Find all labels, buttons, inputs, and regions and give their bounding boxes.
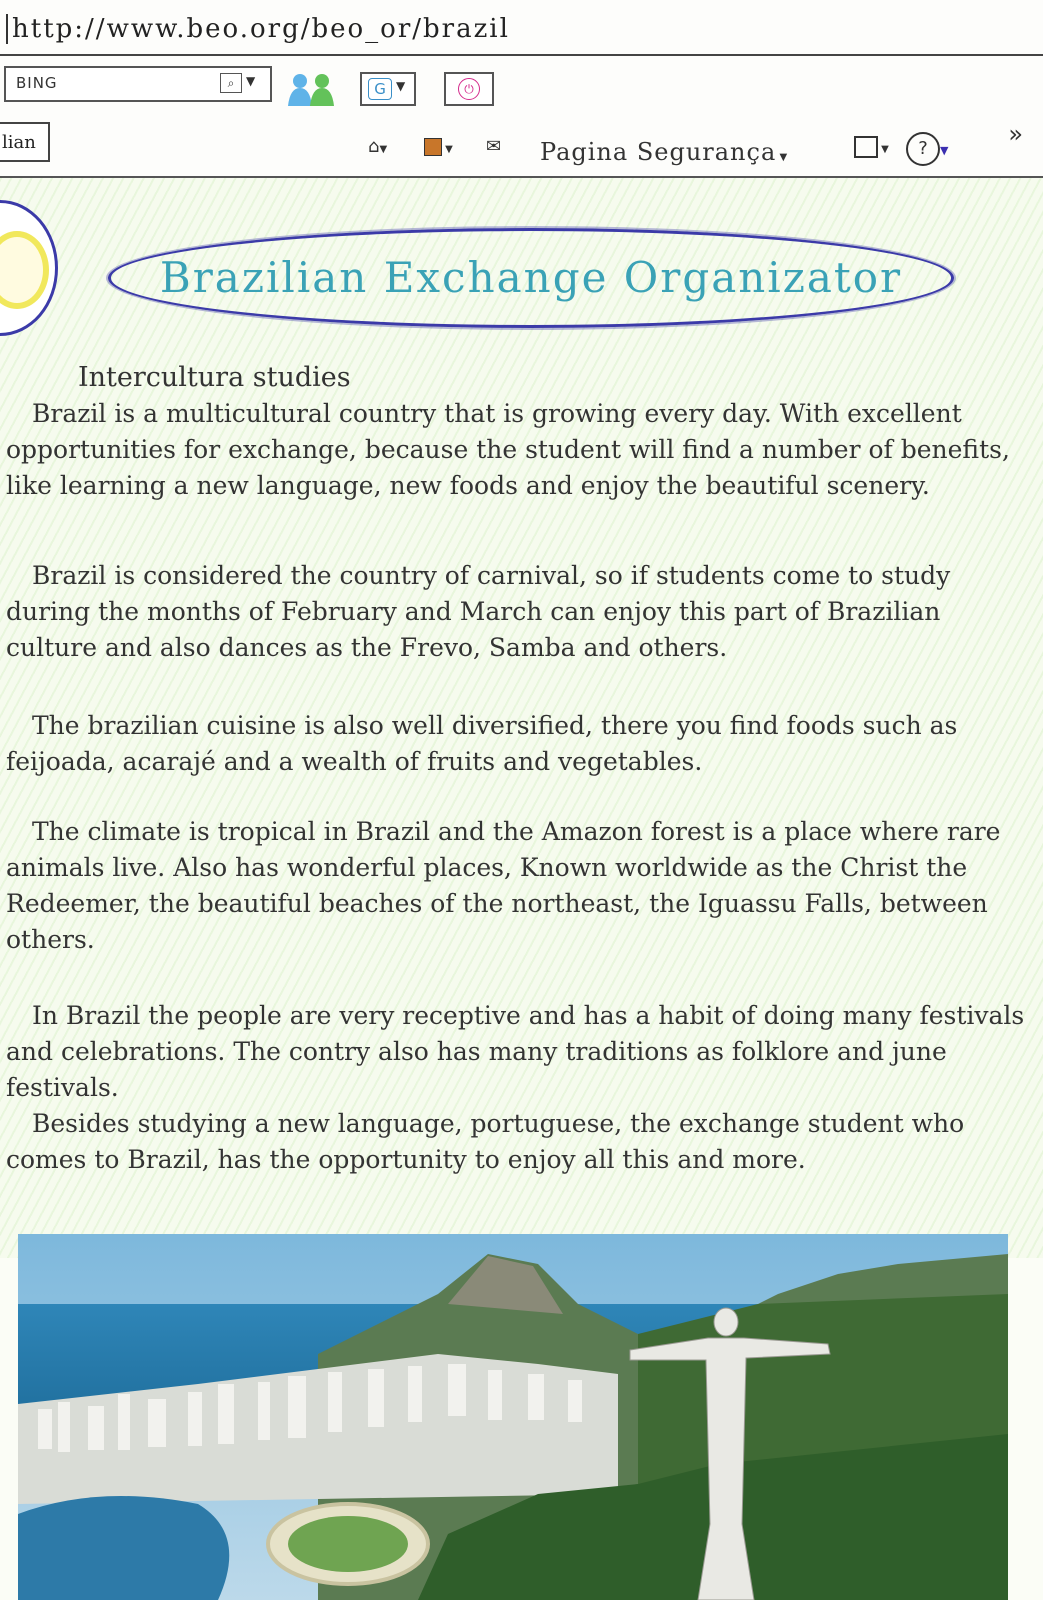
search-input[interactable] [4,66,272,102]
address-bar[interactable] [0,0,1043,56]
search-toolbar [0,56,1043,110]
browser-tab[interactable] [0,122,50,162]
paragraph-carnival: Brazil is considered the country of carnival, so if students come to study during the months of February and March can enjoy this part of Brazilian culture and also dances as the Frevo, Samba and others. [6,561,951,662]
addon-button[interactable] [444,72,494,106]
paragraph-climate: The climate is tropical in Brazil and the Amazon forest is a place where rare animals live. Also has wonderful places, Known worldwide as the Christ the Redeemer, the beautiful beaches of the northeast, the Iguassu Falls, between others. [6,817,1001,954]
paragraph-closing: Besides studying a new language, portuguese, the exchange student who comes to Brazil, has the opportunity to enjoy all this and more. [6,1109,965,1174]
tools-icon[interactable]: ▼ [854,136,889,158]
power-icon: ⏻ [458,78,480,100]
paragraph-people: In Brazil the people are very receptive and has a habit of doing many festivals and celebrations. The contry also has many traditions as folklore and june festivals. [6,1001,1025,1102]
page-content [0,178,1043,1258]
rss-icon[interactable]: ▼ [424,136,453,157]
help-icon: ? [906,132,940,166]
chevron-down-icon: ▼ [396,79,406,93]
paragraph-cuisine: The brazilian cuisine is also well diversified, there you find foods such as feijoada, acarajé and a wealth of fruits and vegetables. [6,711,958,776]
safety-label: Pagina Segurança [540,138,777,166]
command-bar [0,110,1043,178]
search-engine-label: BING [16,74,58,92]
help-button[interactable]: ? ▼ [906,132,948,166]
chevron-down-icon[interactable]: ▼ [246,74,256,88]
page-subtitle: Intercultura studies [78,362,351,393]
url-text[interactable]: http://www.beo.org/beo_or/brazil [6,14,510,44]
tab-label: lian [2,132,36,153]
home-icon[interactable]: ⌂▼ [368,136,388,157]
more-chevron-icon[interactable]: » [1008,120,1023,148]
rio-photo [18,1234,1008,1600]
safety-menu[interactable]: Pagina Segurança ▼ [540,138,788,166]
translate-button[interactable] [360,72,416,106]
paragraph-intro: Brazil is a multicultural country that is growing every day. With excellent opportunities for exchange, because the student will find a number of benefits, like learning a new language, new foods and enjoy the beautiful scenery. [6,399,1010,500]
search-icon[interactable]: ⌕ [220,73,242,93]
people-icon[interactable] [286,72,338,108]
g-icon: G [368,78,392,100]
mail-icon[interactable]: ✉ [486,136,502,157]
sun-logo-icon [0,200,58,336]
title-banner [108,228,954,328]
page-title: Brazilian Exchange Organizator [159,253,903,302]
